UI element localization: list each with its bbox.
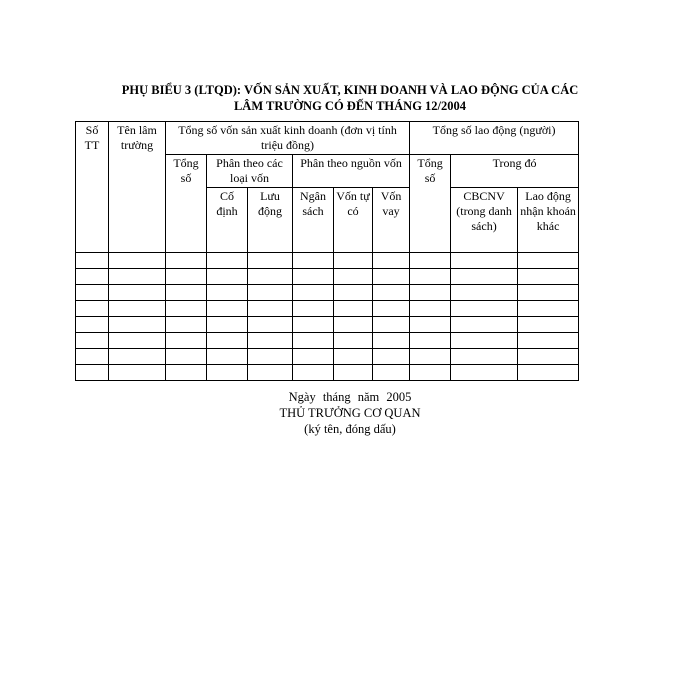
table-cell	[76, 285, 109, 301]
table-row	[76, 301, 579, 317]
table-cell	[518, 349, 579, 365]
table-cell	[410, 349, 451, 365]
table-cell	[410, 253, 451, 269]
signature-date: Ngày tháng năm 2005	[288, 390, 412, 404]
table-cell	[518, 253, 579, 269]
table-cell	[518, 301, 579, 317]
table-cell	[248, 301, 293, 317]
table-cell	[293, 317, 334, 333]
table-row	[76, 365, 579, 381]
table-cell	[207, 349, 248, 365]
header-contract: Lao động nhận khoán khác	[518, 188, 579, 253]
table-cell	[109, 365, 166, 381]
header-capital-by-type: Phân theo các loại vốn	[207, 155, 293, 188]
table-cell	[207, 269, 248, 285]
table-cell	[76, 365, 109, 381]
table-cell	[518, 269, 579, 285]
table-cell	[518, 285, 579, 301]
table-cell	[248, 285, 293, 301]
table-cell	[207, 301, 248, 317]
table-cell	[334, 269, 373, 285]
header-stt: Số TT	[76, 122, 109, 253]
table-cell	[166, 349, 207, 365]
title-line-2: LÂM TRƯỜNG CÓ ĐẾN THÁNG 12/2004	[233, 99, 467, 113]
table-cell	[166, 269, 207, 285]
table-cell	[166, 333, 207, 349]
table-body	[76, 253, 579, 381]
table-cell	[293, 349, 334, 365]
table-cell	[410, 333, 451, 349]
table-row	[76, 269, 579, 285]
table-cell	[166, 285, 207, 301]
table-cell	[293, 253, 334, 269]
table-cell	[373, 269, 410, 285]
table-cell	[451, 349, 518, 365]
table-cell	[248, 333, 293, 349]
table-cell	[410, 285, 451, 301]
table-cell	[334, 365, 373, 381]
table-cell	[76, 269, 109, 285]
table-cell	[410, 365, 451, 381]
table-row	[76, 349, 579, 365]
table-cell	[373, 317, 410, 333]
table-cell	[334, 285, 373, 301]
table-cell	[518, 317, 579, 333]
table-cell	[109, 317, 166, 333]
table-cell	[248, 269, 293, 285]
table-cell	[373, 253, 410, 269]
document-title	[70, 82, 630, 114]
table-cell	[166, 317, 207, 333]
table-cell	[248, 365, 293, 381]
table-row	[76, 285, 579, 301]
header-labor-group: Tổng số lao động (người)	[410, 122, 579, 155]
signature-block	[200, 389, 500, 437]
table-cell	[293, 269, 334, 285]
header-labor-of-which: Trong đó	[451, 155, 579, 188]
table-cell	[334, 317, 373, 333]
table-cell	[109, 333, 166, 349]
table-cell	[334, 253, 373, 269]
header-name: Tên lâm trường	[109, 122, 166, 253]
header-own: Vốn tự có	[334, 188, 373, 253]
table-cell	[76, 333, 109, 349]
table-cell	[207, 317, 248, 333]
table-cell	[248, 349, 293, 365]
table-cell	[293, 365, 334, 381]
header-working: Lưu động	[248, 188, 293, 253]
table-cell	[207, 285, 248, 301]
table-cell	[518, 365, 579, 381]
table-cell	[451, 333, 518, 349]
table-cell	[451, 301, 518, 317]
signature-note: (ký tên, đóng dấu)	[304, 422, 396, 436]
table-cell	[248, 317, 293, 333]
table-cell	[451, 317, 518, 333]
table-cell	[410, 301, 451, 317]
table-cell	[293, 333, 334, 349]
table-cell	[109, 269, 166, 285]
table-row	[76, 333, 579, 349]
table-cell	[334, 333, 373, 349]
table-cell	[373, 349, 410, 365]
table-cell	[451, 365, 518, 381]
header-loan: Vốn vay	[373, 188, 410, 253]
table-cell	[109, 285, 166, 301]
table-cell	[166, 365, 207, 381]
table-cell	[248, 253, 293, 269]
table-cell	[109, 301, 166, 317]
table-cell	[373, 333, 410, 349]
table-cell	[76, 317, 109, 333]
header-staff: CBCNV (trong danh sách)	[451, 188, 518, 253]
table-cell	[76, 253, 109, 269]
table-cell	[207, 333, 248, 349]
table-cell	[451, 285, 518, 301]
table-cell	[166, 301, 207, 317]
title-line-1: PHỤ BIỂU 3 (LTQD): VỐN SẢN XUẤT, KINH DOANH VÀ LAO ĐỘNG CỦA CÁC	[121, 83, 579, 97]
header-capital-by-source: Phân theo nguồn vốn	[293, 155, 410, 188]
table-cell	[451, 269, 518, 285]
table-cell	[76, 349, 109, 365]
report-table	[75, 121, 579, 381]
header-budget: Ngân sách	[293, 188, 334, 253]
header-capital-total: Tổng số	[166, 155, 207, 253]
table-cell	[207, 365, 248, 381]
table-cell	[207, 253, 248, 269]
table-cell	[373, 285, 410, 301]
signature-title: THỦ TRƯỞNG CƠ QUAN	[279, 406, 421, 420]
table-cell	[76, 301, 109, 317]
table-row	[76, 317, 579, 333]
table-cell	[410, 269, 451, 285]
header-capital-group: Tổng số vốn sản xuất kinh doanh (đơn vị tính triệu đồng)	[166, 122, 410, 155]
table-cell	[410, 317, 451, 333]
table-cell	[109, 253, 166, 269]
table-cell	[373, 365, 410, 381]
table-cell	[293, 285, 334, 301]
header-labor-total: Tổng số	[410, 155, 451, 253]
table-cell	[373, 301, 410, 317]
table-cell	[334, 349, 373, 365]
table-cell	[451, 253, 518, 269]
table-cell	[293, 301, 334, 317]
table-cell	[518, 333, 579, 349]
table-cell	[334, 301, 373, 317]
header-fixed: Cố định	[207, 188, 248, 253]
table-row	[76, 253, 579, 269]
table-cell	[109, 349, 166, 365]
table-cell	[166, 253, 207, 269]
